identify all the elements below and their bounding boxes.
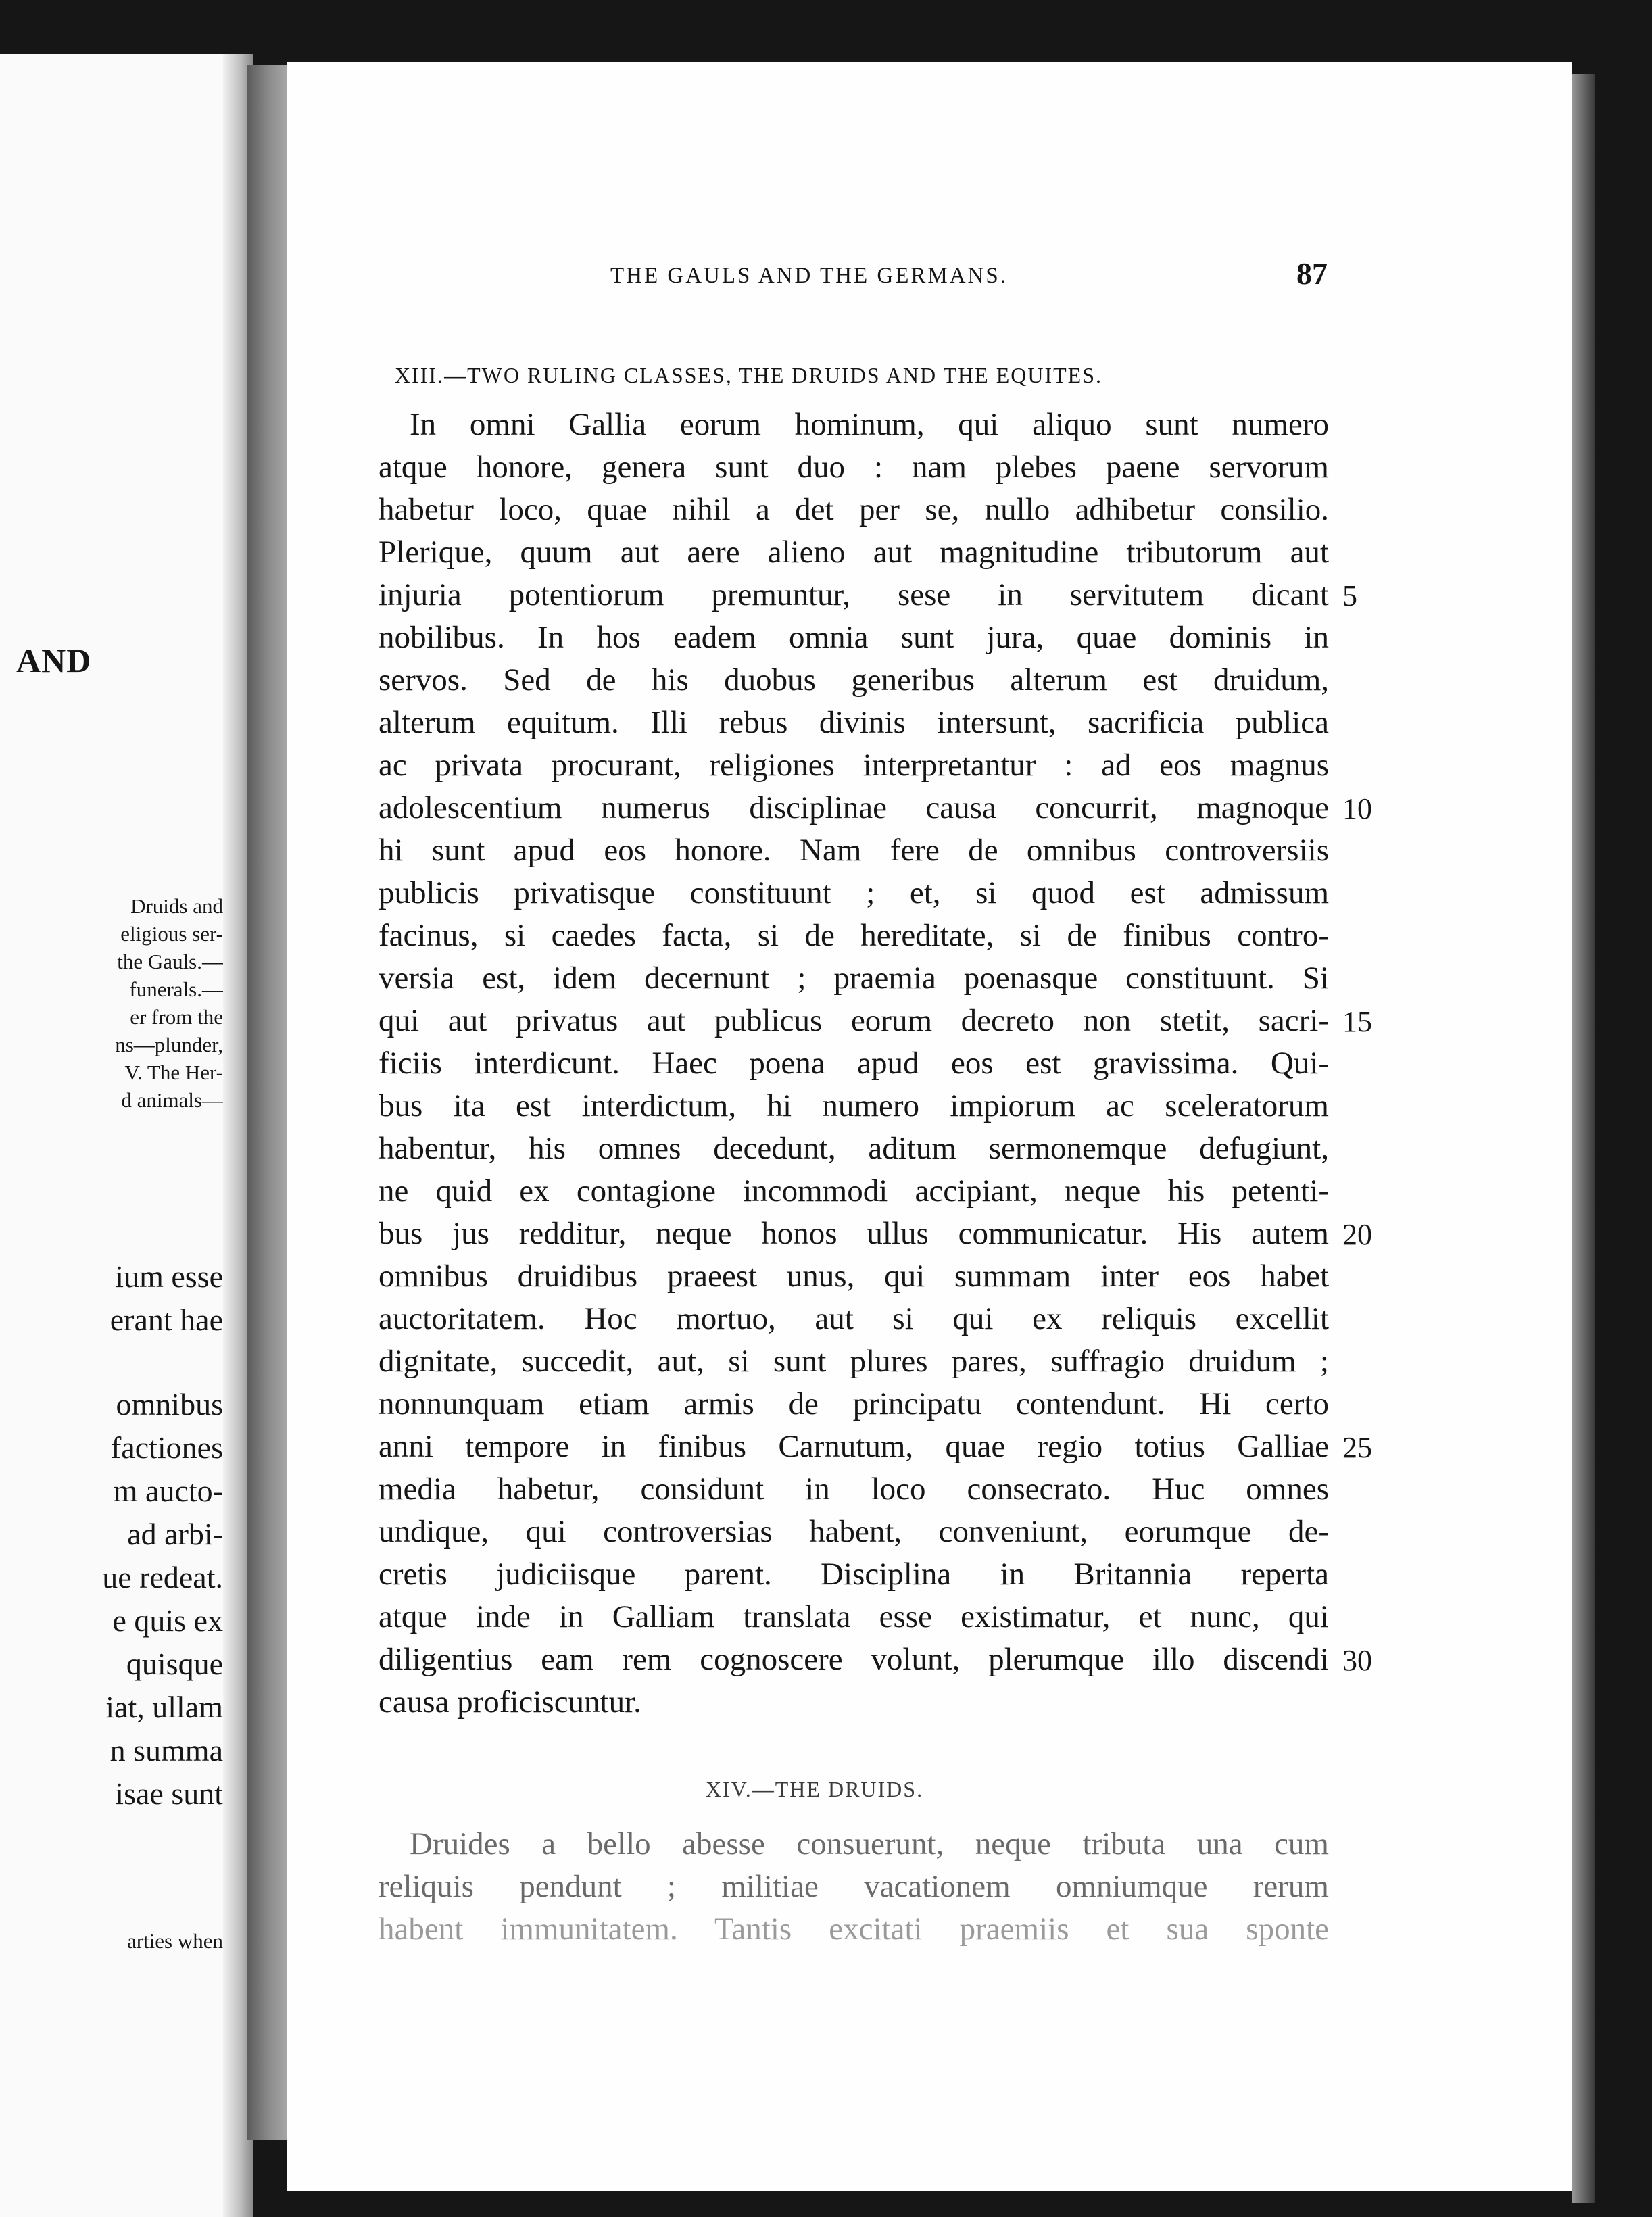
left-page-line: factiones — [110, 1430, 223, 1465]
text-line: atque honore, genera sunt duo : nam plebes paene servorum — [379, 449, 1329, 485]
text-line: nonnunquam etiam armis de principatu contendunt. Hi certo — [379, 1386, 1329, 1421]
text-line: qui aut privatus aut publicus eorum decreto non stetit, sacri- — [379, 1003, 1329, 1038]
left-page-line: ium esse — [115, 1259, 223, 1294]
text-line: servos. Sed de his duobus generibus alterum est druidum, — [379, 662, 1329, 698]
text-line: habent immunitatem. Tantis excitati praemiis et sua sponte — [379, 1911, 1329, 1947]
text-line: ne quid ex contagione incommodi accipiant, neque his petenti- — [379, 1173, 1329, 1209]
left-page-line: ad arbi- — [127, 1517, 223, 1551]
section-title: XIII.—TWO RULING CLASSES, THE DRUIDS AND THE EQUITES. — [395, 363, 1102, 387]
margin-note-line: ns—plunder, — [115, 1033, 223, 1056]
left-page-footnote-fragment: arties when — [126, 1929, 223, 1953]
text-line: versia est, idem decernunt ; praemia poenasque constituunt. Si — [379, 960, 1329, 996]
left-page-line: iat, ullam — [105, 1690, 223, 1724]
text-line: adolescentium numerus disciplinae causa concurrit, magnoque — [379, 790, 1329, 825]
left-page-line: m aucto- — [113, 1473, 223, 1508]
text-line: auctoritatem. Hoc mortuo, aut si qui ex reliquis excellit — [379, 1301, 1329, 1336]
text-line: reliquis pendunt ; militiae vacationem omniumque rerum — [379, 1869, 1329, 1904]
text-line: bus ita est interdictum, hi numero impiorum ac sceleratorum — [379, 1088, 1329, 1123]
text-line: injuria potentiorum premuntur, sese in servitutem dicant — [379, 577, 1329, 612]
text-line: cretis judiciisque parent. Disciplina in Britannia reperta — [379, 1557, 1329, 1592]
text-line: undique, qui controversias habent, conveniunt, eorumque de- — [379, 1514, 1329, 1549]
text-line: habentur, his omnes decedunt, aditum sermonemque defugiunt, — [379, 1131, 1329, 1166]
text-line: Plerique, quum aut aere alieno aut magnitudine tributorum aut — [379, 535, 1329, 570]
margin-note-line: Druids and — [130, 894, 223, 918]
margin-note-line: er from the — [130, 1005, 223, 1029]
text-line: habetur loco, quae nihil a det per se, nullo adhibetur consilio. — [379, 492, 1329, 527]
text-line: ac privata procurant, religiones interpretantur : ad eos magnus — [379, 748, 1329, 783]
page-number: 87 — [1296, 256, 1328, 291]
text-line: media habetur, considunt in loco consecrato. Huc omnes — [379, 1471, 1329, 1507]
left-page-line: quisque — [126, 1647, 223, 1681]
left-page-line: erant hae — [110, 1302, 223, 1337]
left-page-heading-fragment: AND — [16, 641, 92, 679]
line-number: 10 — [1342, 792, 1372, 825]
text-line: nobilibus. In hos eadem omnia sunt jura, quae dominis in — [379, 620, 1329, 655]
previous-page — [0, 54, 253, 2217]
text-line: In omni Gallia eorum hominum, qui aliquo sunt numero — [410, 407, 1329, 442]
page-edge-shadow — [1572, 74, 1595, 2203]
line-number: 20 — [1342, 1218, 1372, 1251]
section-title: XIV.—THE DRUIDS. — [706, 1777, 924, 1801]
text-line: causa proficiscuntur. — [379, 1684, 641, 1720]
margin-note-line: the Gauls.— — [117, 950, 223, 973]
text-line: omnibus druidibus praeest unus, qui summam inter eos habet — [379, 1259, 1329, 1294]
left-page-line: e quis ex — [112, 1603, 223, 1638]
left-page-line: omnibus — [116, 1387, 223, 1421]
text-line: facinus, si caedes facta, si de hereditate, si de finibus contro- — [379, 918, 1329, 953]
text-line: hi sunt apud eos honore. Nam fere de omnibus controversiis — [379, 833, 1329, 868]
text-line: bus jus redditur, neque honos ullus communicatur. His autem — [379, 1216, 1329, 1251]
text-line: ficiis interdicunt. Haec poena apud eos est gravissima. Qui- — [379, 1046, 1329, 1081]
running-title: THE GAULS AND THE GERMANS. — [610, 264, 1008, 288]
line-number: 5 — [1342, 579, 1357, 612]
text-line: publicis privatisque constituunt ; et, si quod est admissum — [379, 875, 1329, 910]
text-line: anni tempore in finibus Carnutum, quae regio totius Galliae — [379, 1429, 1329, 1464]
text-line: alterum equitum. Illi rebus divinis intersunt, sacrificia publica — [379, 705, 1329, 740]
text-line: diligentius eam rem cognoscere volunt, plerumque illo discendi — [379, 1642, 1329, 1677]
left-page-line: isae sunt — [115, 1776, 223, 1811]
text-line: Druides a bello abesse consuerunt, neque tributa una cum — [410, 1826, 1329, 1861]
margin-note-line: funerals.— — [129, 977, 223, 1001]
left-page-line: n summa — [110, 1733, 223, 1768]
left-page-line: ue redeat. — [102, 1560, 223, 1594]
line-number: 15 — [1342, 1005, 1372, 1038]
text-line: atque inde in Galliam translata esse existimatur, et nunc, qui — [379, 1599, 1329, 1634]
margin-note-line: d animals— — [121, 1088, 223, 1112]
line-number: 25 — [1342, 1431, 1372, 1464]
line-number: 30 — [1342, 1644, 1372, 1677]
margin-note-line: V. The Her- — [124, 1061, 223, 1084]
text-line: dignitate, succedit, aut, si sunt plures pares, suffragio druidum ; — [379, 1344, 1329, 1379]
margin-note-line: eligious ser- — [120, 922, 223, 946]
